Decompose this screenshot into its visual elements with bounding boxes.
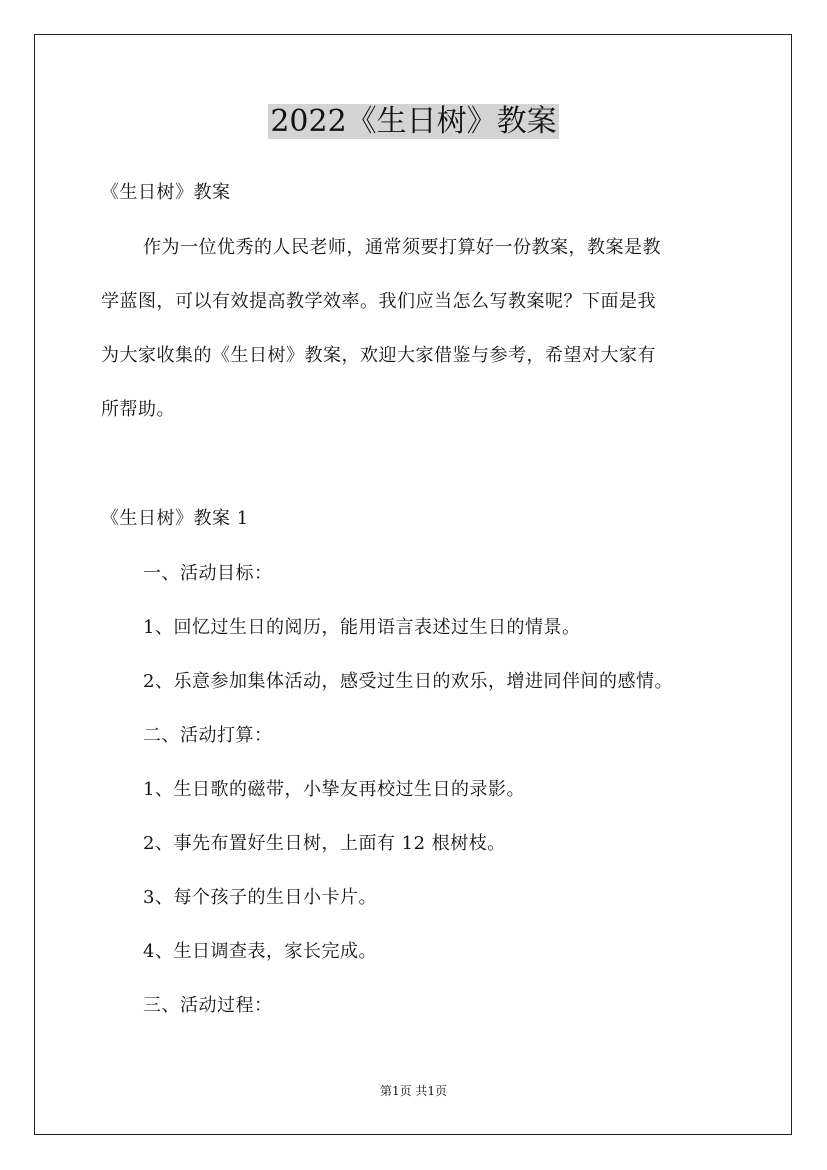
document-subtitle: 《生日树》教案 (101, 182, 231, 203)
intro-line-1: 作为一位优秀的人民老师，通常须要打算好一份教案，教案是教 (143, 237, 661, 258)
prep-item-4: 4、生日调查表，家长完成。 (143, 941, 377, 962)
prep-item-2: 2、事先布置好生日树，上面有 12 根树枝。 (143, 833, 506, 854)
intro-line-4: 所帮助。 (101, 399, 175, 420)
prep-item-1: 1、生日歌的磁带，小挚友再校过生日的录影。 (143, 779, 525, 800)
prep-item-3: 3、每个孩子的生日小卡片。 (143, 887, 377, 908)
document-title-text: 2022《生日树》教案 (270, 104, 557, 139)
section-heading: 《生日树》教案 1 (101, 508, 249, 529)
goal-item-2: 2、乐意参加集体活动，感受过生日的欢乐，增进同伴间的感情。 (143, 671, 673, 692)
prep-heading: 二、活动打算： (143, 725, 273, 746)
process-heading: 三、活动过程： (143, 995, 273, 1016)
document-title (0, 100, 827, 144)
goal-item-1: 1、回忆过生日的阅历，能用语言表述过生日的情景。 (143, 617, 581, 638)
page-footer: 第1页 共1页 (379, 1084, 448, 1098)
goals-heading: 一、活动目标： (143, 563, 273, 584)
intro-line-2: 学蓝图，可以有效提高教学效率。我们应当怎么写教案呢？下面是我 (101, 291, 656, 312)
intro-line-3: 为大家收集的《生日树》教案，欢迎大家借鉴与参考，希望对大家有 (101, 345, 656, 366)
